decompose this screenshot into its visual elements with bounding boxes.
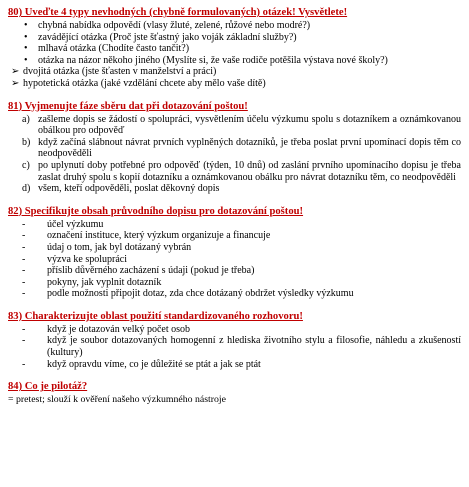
list-item [8, 324, 461, 336]
list-item-text: chybná nabídka odpovědí (vlasy žluté, zelené, růžové nebo modré?) [38, 20, 311, 31]
dash-bullet: - [22, 218, 26, 230]
list-item-text: označení instituce, který výzkum organizuje a financuje [47, 230, 271, 242]
list-item-text: otázka na názor někoho jiného (Myslíte si, že vaše rodiče potěšila výstava nové školy?) [38, 54, 388, 66]
list-item-text: mlhavá otázka (Chodíte často tančit?) [38, 43, 190, 55]
list-item [8, 335, 461, 358]
list-item-text: dvojitá otázka (jste šťasten v manželství a práci) [23, 66, 217, 78]
list-item [8, 32, 461, 44]
list-item [8, 242, 461, 254]
list-item [8, 254, 461, 266]
list-item [8, 137, 461, 160]
list-item [8, 43, 461, 55]
list-item-text: všem, kteří odpověděli, poslat děkovný dopis [38, 183, 220, 195]
bullet-icon: • [24, 31, 28, 43]
list-item-text: účel výzkumu [47, 218, 104, 230]
section-83 [8, 310, 461, 370]
dash-bullet: - [22, 241, 26, 253]
section-82 [8, 205, 461, 300]
list-item [8, 359, 461, 371]
list-item-text: hypotetická otázka (jaké vzdělání chcete aby mělo vaše dítě) [23, 77, 266, 89]
list-item-letter: d) [22, 183, 31, 195]
dash-bullet: - [22, 323, 26, 335]
section-81 [8, 100, 461, 195]
dash-bullet: - [22, 288, 26, 300]
list-item [8, 230, 461, 242]
list-item-text: když opravdu víme, co je důležité se ptát a jak se ptát [47, 358, 261, 370]
list-item-text: údaj o tom, jak byl dotázaný vybrán [47, 241, 192, 253]
question-83-heading: 83) Charakterizujte oblast použití standardizovaného rozhovoru! [8, 310, 303, 322]
list-item [8, 20, 461, 32]
list-item-text: zašleme dopis se žádostí o spolupráci, vysvětlením účelu výzkumu spolu s dotazníkem a oznámkovanou obálkou pro odpověď [38, 113, 461, 137]
dash-bullet: - [22, 230, 26, 242]
list-item-letter: a) [22, 113, 30, 125]
list-item-text: když začíná slábnout návrat prvních vyplněných dotazníků, je třeba poslat první upomínací dopis těm co neodpověděli [38, 136, 461, 160]
question-82-heading: 82) Specifikujte obsah průvodního dopisu pro dotazování poštou! [8, 205, 304, 217]
list-item-text: podle možnosti připojit dotaz, zda chce dotázaný obdržet výsledky výzkumu [47, 288, 354, 300]
dash-bullet: - [22, 253, 26, 265]
question-80-heading: 80) Uveďte 4 typy nevhodných (chybně formulovaných) otázek! Vysvětlete! [8, 7, 348, 18]
dash-bullet: - [22, 265, 26, 277]
arrow-bullet-icon: ➢ [11, 77, 20, 89]
section-84 [8, 380, 461, 406]
list-item [8, 114, 461, 137]
question-84-answer: = pretest; slouží k ověření našeho výzkumného nástroje [8, 394, 227, 406]
list-item [8, 78, 461, 90]
list-item-text: příslib důvěrného zacházení s údaji (pokud je třeba) [47, 265, 255, 277]
list-item [8, 66, 461, 78]
list-item [8, 183, 461, 195]
list-item-text: pokyny, jak vyplnit dotazník [47, 276, 162, 288]
bullet-icon: • [24, 43, 28, 55]
question-83-list [8, 324, 461, 370]
question-84-heading: 84) Co je pilotáž? [8, 381, 88, 393]
bullet-icon: • [24, 54, 28, 66]
list-item-text: když je soubor dotazovaných homogenní z hlediska životního stylu a filosofie, náhledu a zkušeností (kultury) [47, 335, 461, 359]
question-82-list [8, 219, 461, 300]
list-item-text: výzva ke spolupráci [47, 253, 127, 265]
list-item [8, 219, 461, 231]
list-item-letter: c) [22, 159, 30, 171]
list-item-text: zavádějící otázka (Proč jste šťastný jako voják základní služby?) [38, 31, 297, 43]
dash-bullet: - [22, 276, 26, 288]
list-item [8, 160, 461, 183]
list-item [8, 277, 461, 289]
list-item-text: po uplynutí doby potřebné pro odpověď (týden, 10 dnů) od zaslání prvního upomínacího dopisu je třeba zaslat druhý spolu s kopií dotazníku a oznámkovanou obálku pro návrat dotazníku těm, co neodpověděli [38, 159, 461, 183]
dash-bullet: - [22, 335, 26, 347]
list-item-letter: b) [22, 136, 31, 148]
question-81-heading: 81) Vyjmenujte fáze sběru dat při dotazování poštou! [8, 100, 248, 112]
list-item [8, 288, 461, 300]
bullet-icon: • [24, 20, 28, 31]
list-item-text: když je dotazován velký počet osob [47, 323, 191, 335]
question-81-list [8, 114, 461, 195]
list-item [8, 55, 461, 67]
section-80 [8, 6, 461, 90]
question-80-list [8, 20, 461, 90]
arrow-bullet-icon: ➢ [11, 66, 20, 78]
dash-bullet: - [22, 358, 26, 370]
list-item [8, 265, 461, 277]
